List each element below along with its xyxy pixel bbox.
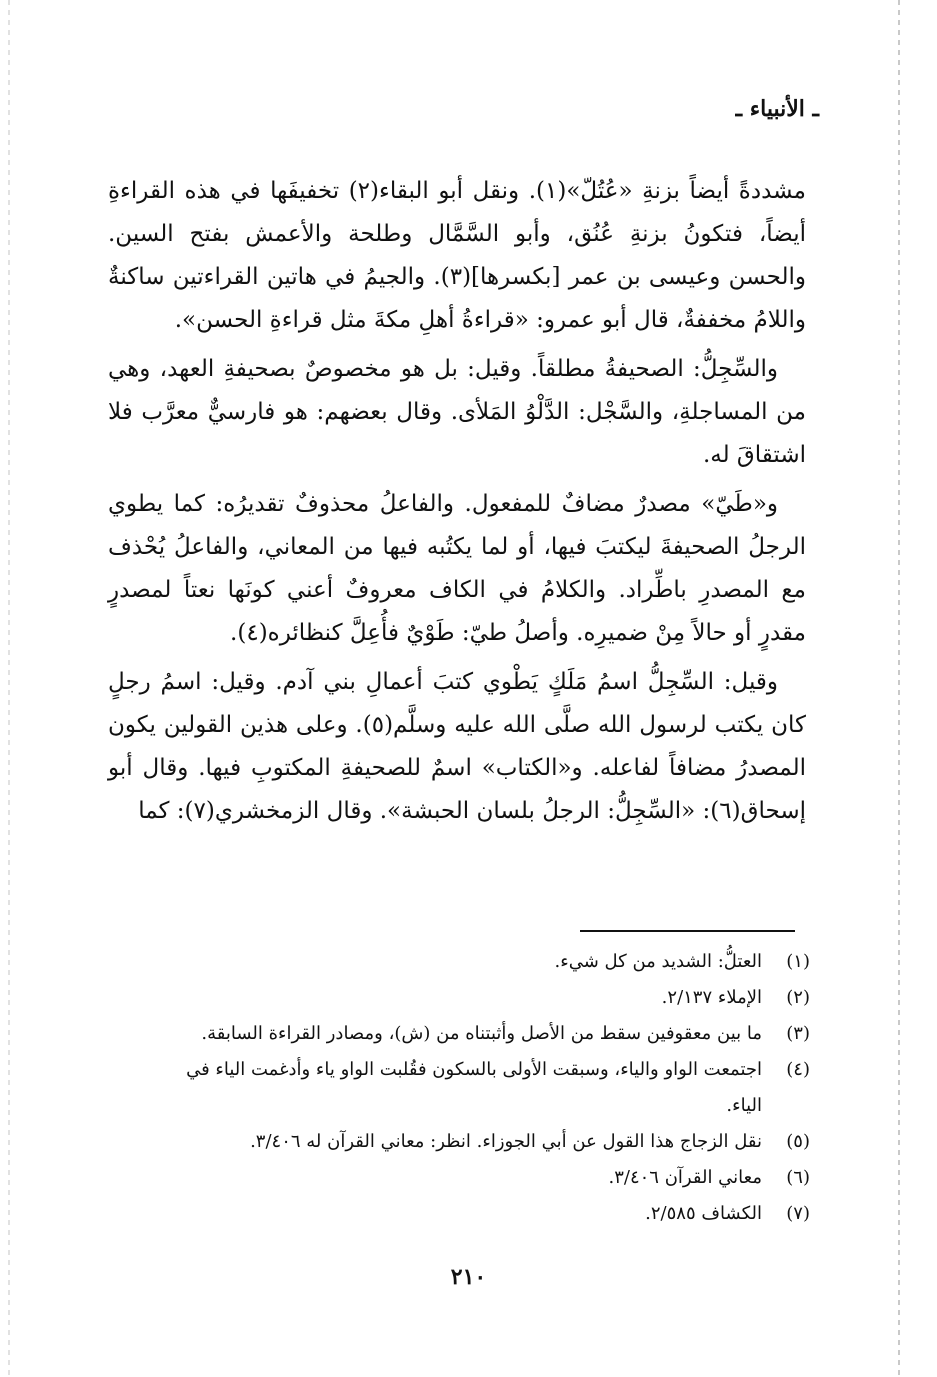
footnote-3 — [150, 1016, 810, 1052]
scan-edge-dots — [898, 0, 900, 1377]
footnotes — [150, 944, 810, 1232]
footnote-2 — [150, 980, 810, 1016]
running-header: ـ الأنبياء ـ — [735, 96, 819, 122]
footnote-text: معاني القرآن ٣/٤٠٦. — [608, 1167, 762, 1188]
footnote-7 — [150, 1196, 810, 1232]
footnote-5 — [150, 1124, 810, 1160]
footnote-number: (٣) — [786, 1023, 810, 1044]
paragraph-2: والسِّجِلُّ: الصحيفةُ مطلقاً. وقيل: بل هو مخصوصٌ بصحيفةِ العهد، وهي من المساجلةِ، والسَّجْل: الدَّلْوُ المَلأى. وقال بعضهم: هو فارسيٌّ معرَّب فلا اشتقاقَ له. — [108, 356, 806, 468]
main-text — [108, 170, 806, 833]
paragraph-1: مشددةً أيضاً بزنةِ «عُتُلّ»(١). ونقل أبو البقاء(٢) تخفيفَها في هذه القراءةِ أيضاً، فتكونُ بزنةِ عُنُق، وأبو السَّمَّال وطلحة والأعمش بفتح السين. والحسن وعيسى بن عمر [بكسرها](٣). والجيمُ في هاتين القراءتين ساكنةٌ واللامُ مخففةٌ، قال أبو عمرو: «قراءةُ أهلِ مكةَ مثل قراءةِ الحسن». — [108, 178, 806, 333]
page-number: ٢١٠ — [450, 1264, 487, 1290]
footnote-text: نقل الزجاج هذا القول عن أبي الجوزاء. انظر: معاني القرآن له ٣/٤٠٦. — [250, 1131, 762, 1152]
footnote-number: (٥) — [786, 1131, 810, 1152]
footnote-number: (٧) — [786, 1203, 810, 1224]
paragraph-3: و«طَيّ» مصدرٌ مضافٌ للمفعول. والفاعلُ محذوفٌ تقديرُه: كما يطوي الرجلُ الصحيفةَ ليكتبَ فيها، أو لما يكتُبه فيها من المعاني، والفاعلُ يُحْذف مع المصدرِ باطِّراد. والكلامُ في الكاف معروفٌ أعني كونَها نعتاً لمصدرٍ مقدرٍ أو حالاً مِنْ ضميرِه. وأصلُ طيّ: طَوْيٌ فأُعِلَّ كنظائره(٤). — [108, 491, 806, 646]
footnote-text: الكشاف ٢/٥٨٥. — [645, 1203, 762, 1224]
scan-edge-dots-left — [8, 0, 10, 1377]
footnote-number: (٦) — [786, 1167, 810, 1188]
footnote-1 — [150, 944, 810, 980]
footnote-6 — [150, 1160, 810, 1196]
footnote-number: (٢) — [786, 987, 810, 1008]
footnote-text: اجتمعت الواو والياء، وسبقت الأولى بالسكون فقُلبت الواو ياء وأدغمت الياء في الياء. — [186, 1059, 762, 1116]
footnote-text: ما بين معقوفين سقط من الأصل وأثبتناه من (ش)، ومصادر القراءة السابقة. — [201, 1023, 762, 1044]
footnote-text: العتلُّ: الشديد من كل شيء. — [554, 951, 762, 972]
footnote-number: (٤) — [786, 1059, 810, 1080]
footnote-number: (١) — [786, 951, 810, 972]
footnote-text: الإملاء ٢/١٣٧. — [661, 987, 762, 1008]
paragraph-4: وقيل: السِّجِلُّ اسمُ مَلَكٍ يَطْوي كتبَ أعمالِ بني آدم. وقيل: اسمُ رجلٍ كان يكتب لرسول الله صلَّى الله عليه وسلَّم(٥). وعلى هذين القولين يكون المصدرُ مضافاً لفاعله. و«الكتاب» اسمٌ للصحيفةِ المكتوبِ فيها. وقال أبو إسحاق(٦): «السِّجِلُّ: الرجلُ بلسان الحبشة». وقال الزمخشري(٧): كما — [108, 669, 806, 824]
footnote-separator — [580, 930, 795, 932]
footnote-4 — [150, 1052, 810, 1124]
